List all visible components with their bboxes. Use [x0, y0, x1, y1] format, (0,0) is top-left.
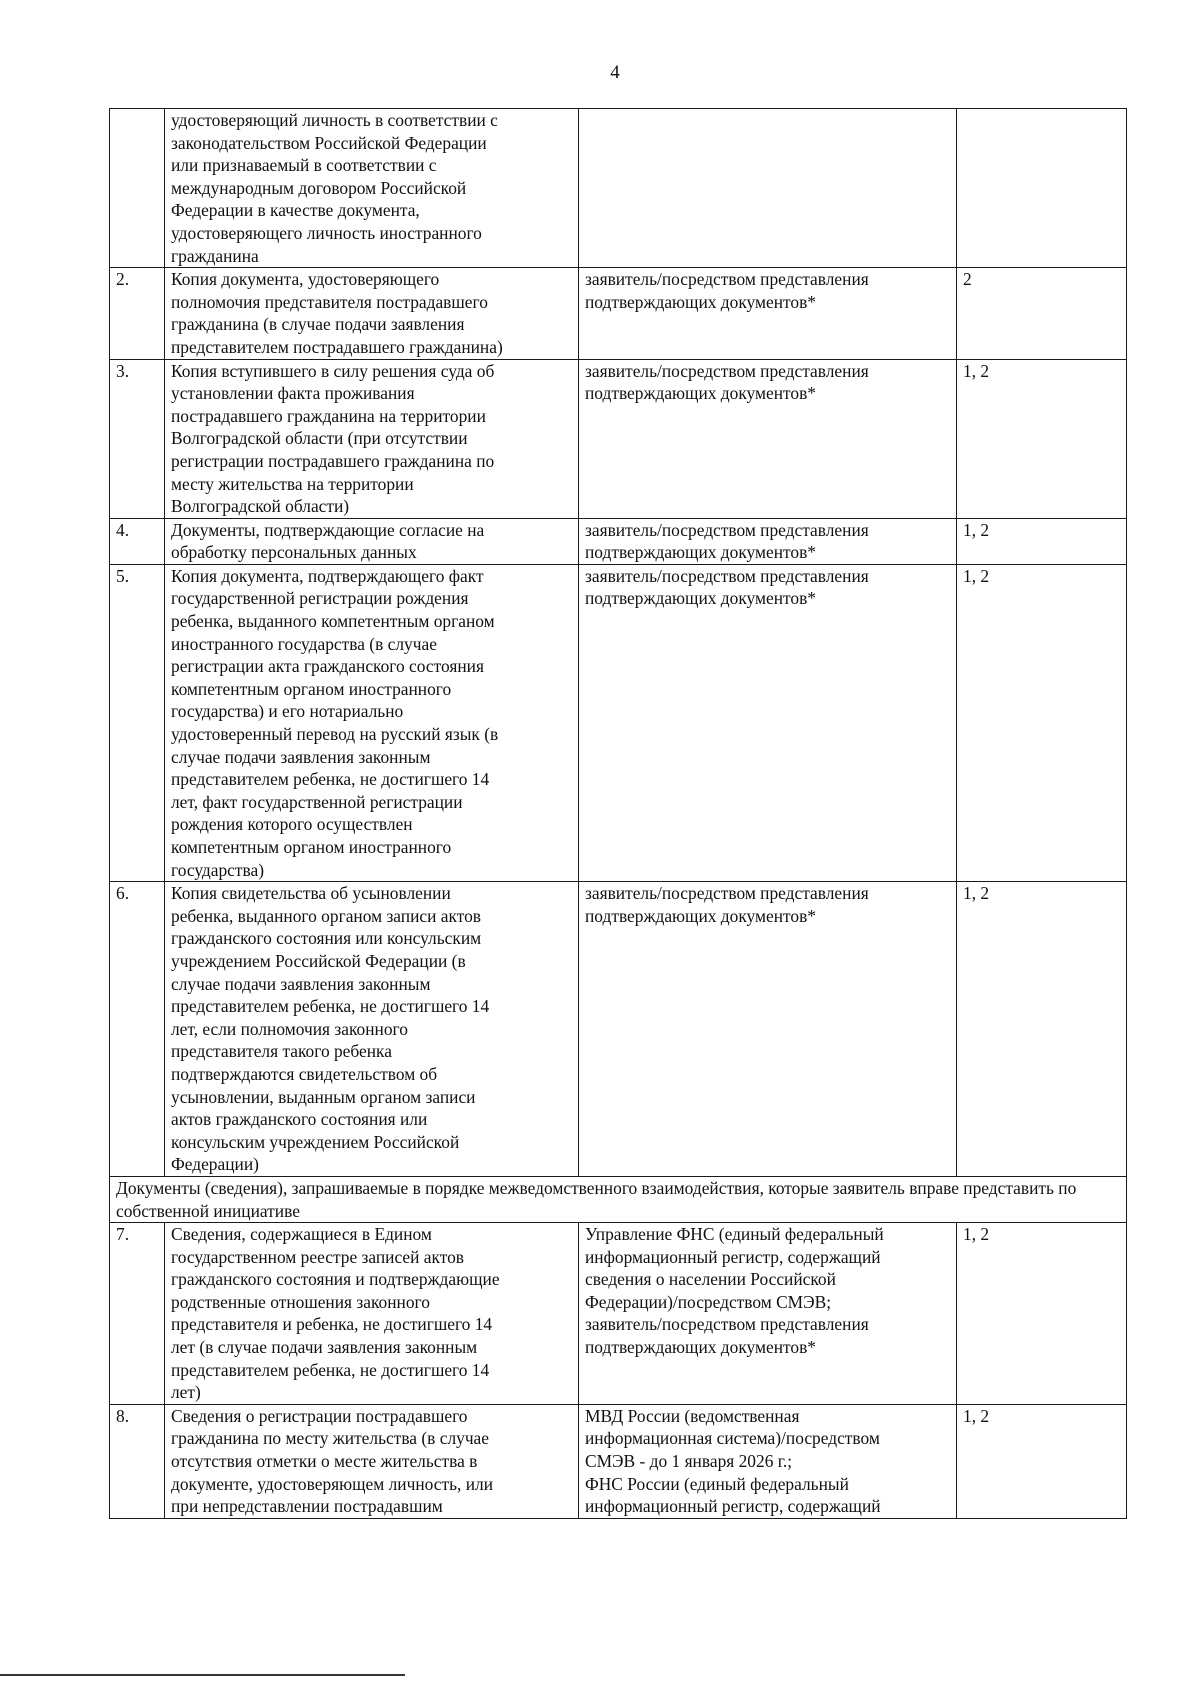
- document-reference: 1, 2: [957, 564, 1127, 881]
- row-number: [110, 109, 165, 268]
- row-number: 8.: [110, 1404, 165, 1518]
- table-row: [110, 518, 1127, 564]
- table-row: [110, 1404, 1127, 1518]
- table-row: [110, 268, 1127, 359]
- row-number: 6.: [110, 882, 165, 1177]
- document-reference: 1, 2: [957, 1404, 1127, 1518]
- documents-table: [109, 108, 1127, 1519]
- section-header: Документы (сведения), запрашиваемые в порядке межведомственного взаимодействия, которые заявитель вправе представить по собственной инициативе: [110, 1176, 1127, 1222]
- document-reference: 1, 2: [957, 882, 1127, 1177]
- table-row: [110, 359, 1127, 518]
- document-description: Копия вступившего в силу решения суда об установлении факта проживания пострадавшего гражданина на территории Волгоградской области (при отсутствии регистрации пострадавшего гражданина по месту жительства на территории Волгоградской области): [165, 359, 579, 518]
- table-row: [110, 109, 1127, 268]
- document-description: Сведения о регистрации пострадавшего гражданина по месту жительства (в случае отсутствия отметки о месте жительства в документе, удостоверяющем личность, или при непредставлении пострадавшим: [165, 1404, 579, 1518]
- row-number: 7.: [110, 1223, 165, 1405]
- document-description: удостоверяющий личность в соответствии с законодательством Российской Федерации или признаваемый в соответствии с международным договором Российской Федерации в качестве документа, удостоверяющего личность иностранного гражданина: [165, 109, 579, 268]
- row-number: 5.: [110, 564, 165, 881]
- document-description: Копия документа, подтверждающего факт государственной регистрации рождения ребенка, выданного компетентным органом иностранного государства (в случае регистрации акта гражданского состояния компетентным органом иностранного государства) и его нотариально удостоверенный перевод на русский язык (в случае подачи заявления законным представителем ребенка, не достигшего 14 лет, факт государственной регистрации рождения которого осуществлен компетентным органом иностранного государства): [165, 564, 579, 881]
- table-row: [110, 882, 1127, 1177]
- table-row: [110, 564, 1127, 881]
- page-number: 4: [610, 62, 620, 83]
- document-source: заявитель/посредством представления подтверждающих документов*: [579, 882, 957, 1177]
- document-description: Копия свидетельства об усыновлении ребенка, выданного органом записи актов гражданского состояния или консульским учреждением Российской Федерации (в случае подачи заявления законным представителем ребенка, не достигшего 14 лет, если полномочия законного представителя такого ребенка подтверждаются свидетельством об усыновлении, выданным органом записи актов гражданского состояния или консульским учреждением Российской Федерации): [165, 882, 579, 1177]
- document-reference: 1, 2: [957, 1223, 1127, 1405]
- document-reference: 1, 2: [957, 359, 1127, 518]
- row-number: 2.: [110, 268, 165, 359]
- document-reference: 1, 2: [957, 518, 1127, 564]
- table-row: [110, 1223, 1127, 1405]
- row-number: 4.: [110, 518, 165, 564]
- document-source: Управление ФНС (единый федеральный информационный регистр, содержащий сведения о населении Российской Федерации)/посредством СМЭВ; заявитель/посредством представления подтверждающих документов*: [579, 1223, 957, 1405]
- bottom-rule: [0, 1674, 405, 1676]
- document-source: заявитель/посредством представления подтверждающих документов*: [579, 359, 957, 518]
- document-source: заявитель/посредством представления подтверждающих документов*: [579, 268, 957, 359]
- section-header-row: [110, 1176, 1127, 1222]
- document-description: Копия документа, удостоверяющего полномочия представителя пострадавшего гражданина (в случае подачи заявления представителем пострадавшего гражданина): [165, 268, 579, 359]
- document-description: Документы, подтверждающие согласие на обработку персональных данных: [165, 518, 579, 564]
- document-source: заявитель/посредством представления подтверждающих документов*: [579, 518, 957, 564]
- row-number: 3.: [110, 359, 165, 518]
- document-reference: [957, 109, 1127, 268]
- document-source: [579, 109, 957, 268]
- document-description: Сведения, содержащиеся в Едином государственном реестре записей актов гражданского состояния и подтверждающие родственные отношения законного представителя и ребенка, не достигшего 14 лет (в случае подачи заявления законным представителем ребенка, не достигшего 14 лет): [165, 1223, 579, 1405]
- document-source: МВД России (ведомственная информационная система)/посредством СМЭВ - до 1 января 2026 г.; ФНС России (единый федеральный информационный регистр, содержащий: [579, 1404, 957, 1518]
- document-source: заявитель/посредством представления подтверждающих документов*: [579, 564, 957, 881]
- document-reference: 2: [957, 268, 1127, 359]
